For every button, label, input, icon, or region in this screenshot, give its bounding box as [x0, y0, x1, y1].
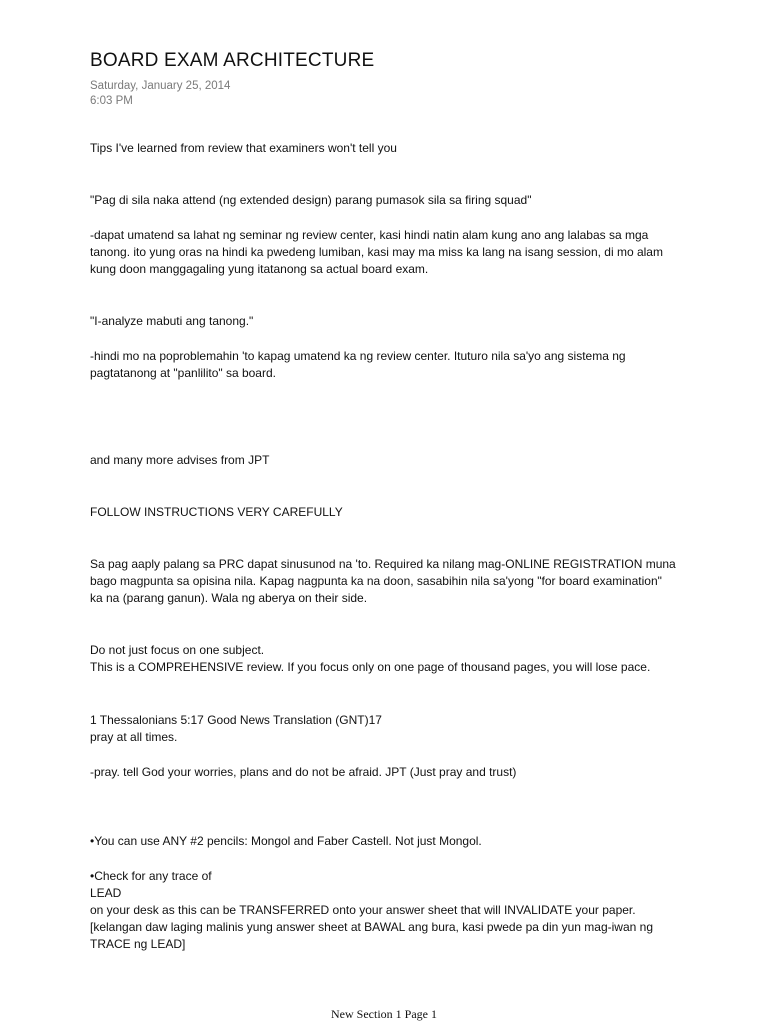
- text-line: -dapat umatend sa lahat ng seminar ng review center, kasi hindi natin alam kung ano ang lalabas sa mga: [90, 228, 649, 242]
- text-line: -pray. tell God your worries, plans and do not be afraid. JPT (Just pray and trust): [90, 765, 517, 779]
- text-line: "Pag di sila naka attend (ng extended design) parang pumasok sila sa firing squad": [90, 193, 532, 207]
- text-line: ka na (parang ganun). Wala ng aberya on their side.: [90, 591, 368, 605]
- text-line: Tips I've learned from review that examiners won't tell you: [90, 141, 397, 155]
- text-line: bago magpunta sa opisina nila. Kapag nagpunta ka na doon, sasabihin nila sa'yong "for board examination": [90, 574, 662, 588]
- text-line: Do not just focus on one subject.: [90, 643, 265, 657]
- text-line: pagtatanong at "panlilito" sa board.: [90, 366, 276, 380]
- note-date: Saturday, January 25, 2014: [90, 80, 231, 92]
- text-line: tanong. ito yung oras na hindi ka pwedeng lumiban, kasi may ma miss ka lang na isang session, di mo alam: [90, 245, 663, 259]
- bullet-item: •You can use ANY #2 pencils: Mongol and Faber Castell. Not just Mongol.: [90, 834, 482, 848]
- text-line: kung doon manggagaling yung itatanong sa actual board exam.: [90, 262, 429, 276]
- text-line: and many more advises from JPT: [90, 453, 270, 467]
- text-line: TRACE ng LEAD]: [90, 937, 186, 951]
- bullet-item: •Check for any trace of: [90, 869, 212, 883]
- text-line: This is a COMPREHENSIVE review. If you focus only on one page of thousand pages, you will lose pace.: [90, 660, 651, 674]
- note-time: 6:03 PM: [90, 95, 133, 107]
- page-title: BOARD EXAM ARCHITECTURE: [90, 50, 375, 71]
- text-line: LEAD: [90, 886, 122, 900]
- text-line: [kelangan daw laging malinis yung answer sheet at BAWAL ang bura, kasi pwede pa din yun mag-iwan ng: [90, 920, 653, 934]
- text-line: FOLLOW INSTRUCTIONS VERY CAREFULLY: [90, 505, 343, 519]
- text-line: pray at all times.: [90, 730, 178, 744]
- text-line: on your desk as this can be TRANSFERRED onto your answer sheet that will INVALIDATE your paper.: [90, 903, 636, 917]
- text-line: 1 Thessalonians 5:17 Good News Translation (GNT)17: [90, 713, 382, 727]
- text-line: -hindi mo na poproblemahin 'to kapag umatend ka ng review center. Ituturo nila sa'yo ang sistema ng: [90, 349, 626, 363]
- text-line: Sa pag aaply palang sa PRC dapat sinusunod na 'to. Required ka nilang mag-ONLINE REGISTRATION muna: [90, 557, 676, 571]
- page-footer: New Section 1 Page 1: [331, 1007, 437, 1021]
- text-line: "I-analyze mabuti ang tanong.": [90, 314, 254, 328]
